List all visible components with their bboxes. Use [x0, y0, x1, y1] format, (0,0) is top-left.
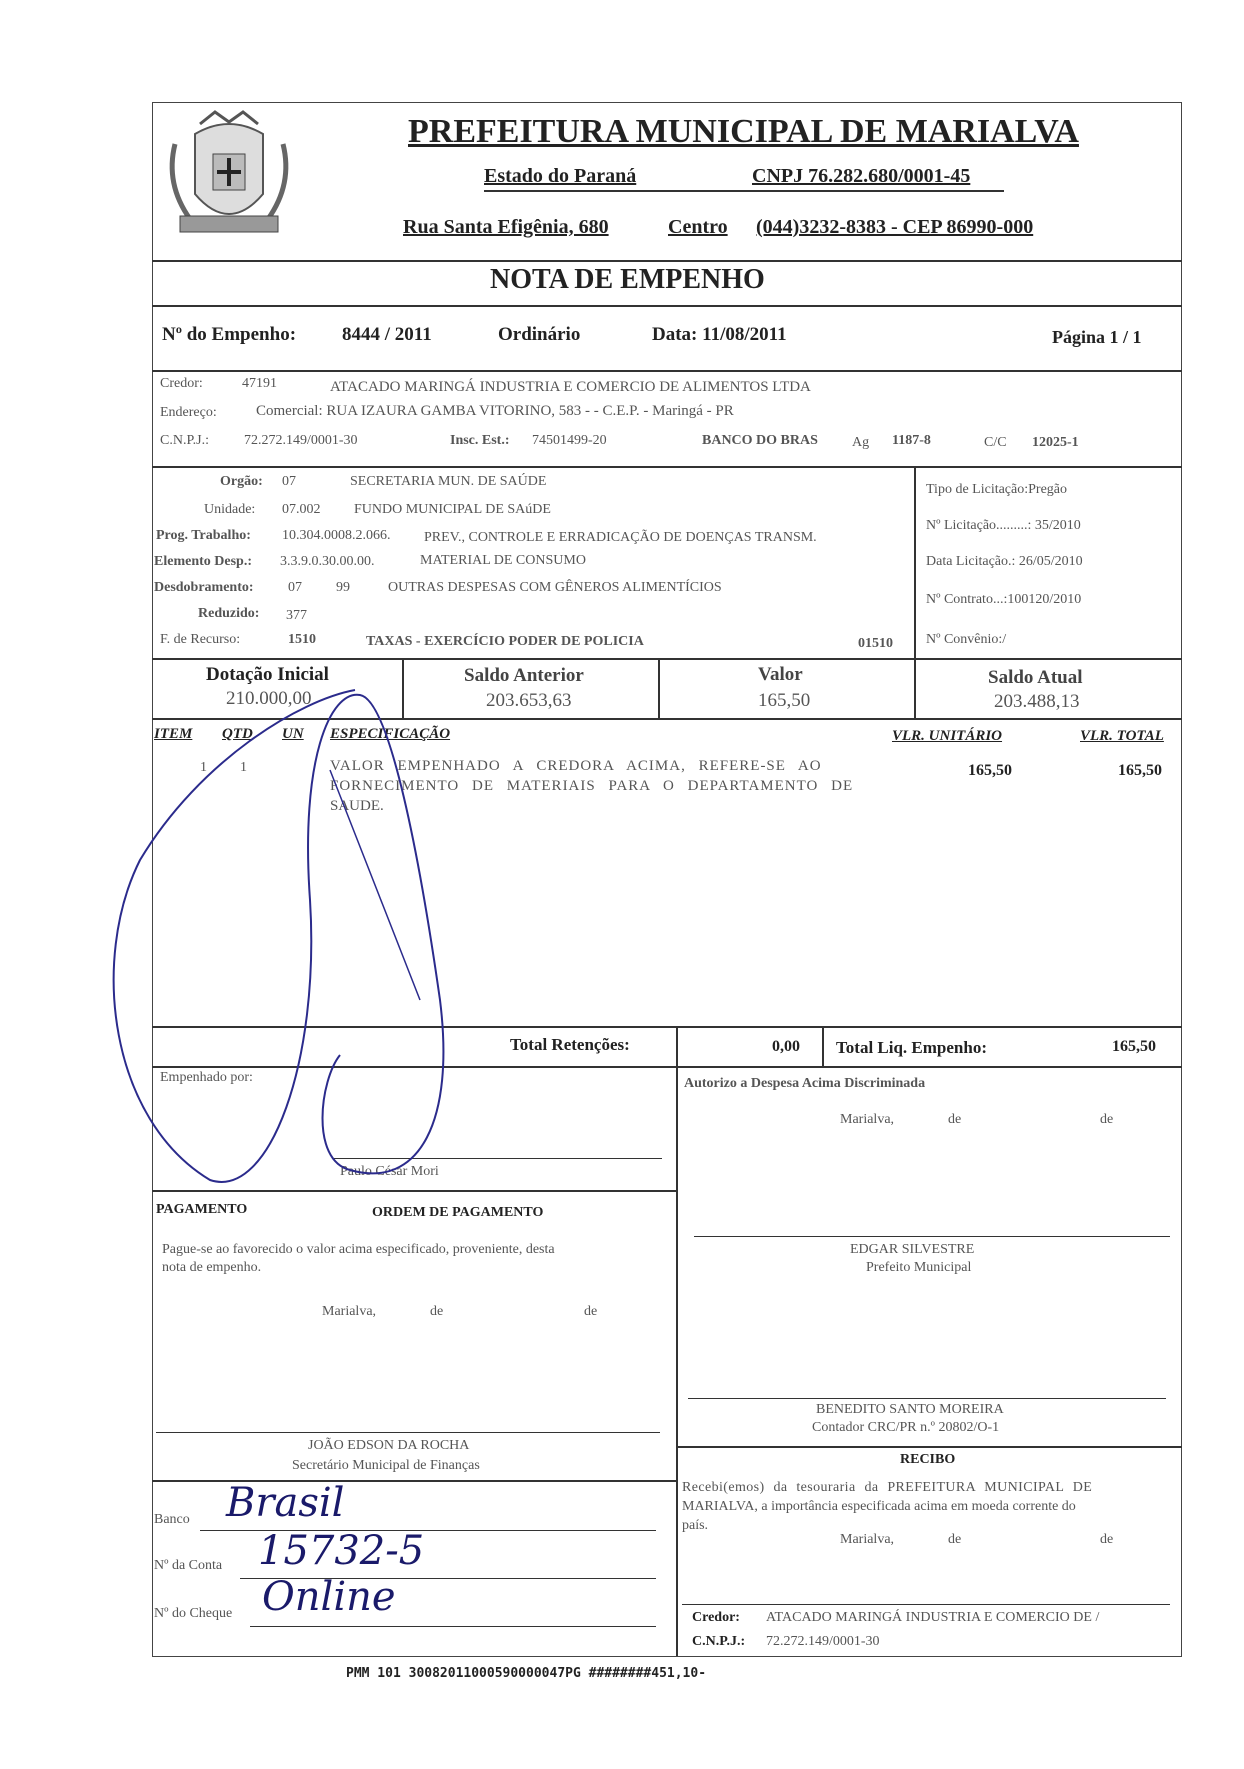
insc-label: Insc. Est.: — [450, 433, 510, 448]
elemento-code: 3.3.9.0.30.00.00. — [280, 554, 375, 569]
recibo-cnpj-value: 72.272.149/0001-30 — [766, 1634, 880, 1649]
recurso-label: F. de Recurso: — [160, 632, 241, 647]
item-spec-line3: SAUDE. — [330, 798, 384, 814]
page-number: Página 1 / 1 — [1052, 327, 1142, 347]
cheque-label: Nº do Cheque — [154, 1606, 233, 1621]
pagamento-text-line2: nota de empenho. — [162, 1260, 262, 1275]
empenhado-por-name: Paulo César Mori — [340, 1164, 439, 1179]
divider — [152, 718, 1182, 720]
divider — [152, 370, 1182, 372]
saldo-atual-value: 203.488,13 — [994, 691, 1080, 712]
recibo-title: RECIBO — [900, 1452, 956, 1467]
recurso-name: TAXAS - EXERCÍCIO PODER DE POLICIA — [366, 634, 644, 649]
liquido-value: 165,50 — [1112, 1038, 1156, 1055]
column-divider — [676, 1026, 678, 1066]
column-divider — [676, 1066, 678, 1656]
unidade-label: Unidade: — [204, 502, 256, 517]
orgao-name: SECRETARIA MUN. DE SAÚDE — [350, 474, 547, 489]
document-title: NOTA DE EMPENHO — [490, 264, 765, 295]
page-title: PREFEITURA MUNICIPAL DE MARIALVA — [408, 113, 1079, 150]
item-unit-value: 165,50 — [968, 762, 1012, 779]
unidade-code: 07.002 — [282, 502, 321, 517]
recibo-text-line3: país. — [682, 1518, 709, 1533]
item-number: 1 — [200, 760, 207, 775]
signature-line — [688, 1398, 1166, 1399]
agency-label: Ag — [852, 435, 870, 450]
recurso-code: 1510 — [288, 632, 316, 647]
conta-value: 15732-5 — [258, 1528, 425, 1574]
prog-code: 10.304.0008.2.066. — [282, 528, 391, 543]
divider — [152, 1190, 676, 1192]
autorizo-label: Autorizo a Despesa Acima Discriminada — [684, 1076, 926, 1091]
signature-line — [156, 1432, 660, 1433]
divider — [152, 1066, 1182, 1068]
de-label: de — [584, 1304, 598, 1319]
item-qtd: 1 — [240, 760, 247, 775]
prog-label: Prog. Trabalho: — [156, 528, 251, 543]
column-divider — [658, 658, 660, 718]
field-line — [250, 1626, 656, 1627]
valor-value: 165,50 — [758, 690, 811, 711]
empenho-label: Nº do Empenho: — [162, 324, 297, 345]
licitacao-contrato: Nº Contrato...:100120/2010 — [926, 592, 1082, 607]
marialva-label: Marialva, — [840, 1532, 895, 1547]
column-divider — [822, 1026, 824, 1066]
divider — [152, 305, 1182, 307]
pagamento-text-line1: Pague-se ao favorecido o valor acima especificado, proveniente, desta — [162, 1242, 555, 1257]
column-divider — [402, 658, 404, 718]
footer-code: PMM 101 30082011000590000047PG ########451,10- — [346, 1666, 707, 1681]
recibo-credor-label: Credor: — [692, 1610, 740, 1625]
contador-title: Contador CRC/PR n.º 20802/O-1 — [812, 1420, 1000, 1435]
col-un: UN — [282, 726, 304, 742]
signature-line — [682, 1604, 1170, 1605]
col-qtd: QTD — [222, 726, 253, 742]
secretario-name: JOÃO EDSON DA ROCHA — [308, 1438, 470, 1453]
empenho-type: Ordinário — [498, 324, 581, 345]
retencoes-value: 0,00 — [772, 1038, 800, 1055]
saldo-anterior-label: Saldo Anterior — [464, 665, 584, 686]
recibo-text-line1: Recebi(emos) da tesouraria da PREFEITURA MUNICIPAL DE — [682, 1480, 1093, 1495]
district-label: Centro — [668, 216, 728, 238]
address-field-label: Endereço: — [160, 405, 217, 420]
bank-name: BANCO DO BRAS — [702, 433, 818, 448]
secretario-title: Secretário Municipal de Finanças — [292, 1458, 480, 1473]
elemento-label: Elemento Desp.: — [154, 554, 252, 569]
elemento-name: MATERIAL DE CONSUMO — [420, 553, 586, 568]
saldo-atual-label: Saldo Atual — [988, 667, 1083, 688]
desdobramento-code1: 07 — [288, 580, 302, 595]
contador-name: BENEDITO SANTO MOREIRA — [816, 1402, 1004, 1417]
pagamento-label: PAGAMENTO — [156, 1202, 248, 1217]
unidade-name: FUNDO MUNICIPAL DE SAúDE — [354, 502, 551, 517]
account-label: C/C — [984, 435, 1007, 450]
recibo-text-line2: MARIALVA, a importância especificada acima em moeda corrente do — [682, 1499, 1076, 1514]
empenho-number: 8444 / 2011 — [342, 324, 432, 345]
divider — [152, 1026, 1182, 1028]
valor-label: Valor — [758, 664, 803, 685]
de-label: de — [948, 1112, 962, 1127]
address-label: Rua Santa Efigênia, 680 — [403, 216, 609, 238]
retencoes-label: Total Retenções: — [510, 1035, 630, 1054]
recurso-number: 01510 — [858, 636, 893, 651]
banco-value: Brasil — [226, 1480, 345, 1526]
marialva-label: Marialva, — [322, 1304, 377, 1319]
credor-label: Credor: — [160, 376, 203, 391]
prog-name: PREV., CONTROLE E ERRADICAÇÃO DE DOENÇAS TRANSM. — [424, 530, 817, 545]
divider — [152, 260, 1182, 262]
orgao-code: 07 — [282, 474, 296, 489]
prefeito-name: EDGAR SILVESTRE — [850, 1242, 975, 1257]
recibo-credor-value: ATACADO MARINGÁ INDUSTRIA E COMERCIO DE / — [766, 1610, 1100, 1625]
cnpj-label: CNPJ 76.282.680/0001-45 — [752, 165, 971, 187]
credor-address: Comercial: RUA IZAURA GAMBA VITORINO, 583 - - C.E.P. - Maringá - PR — [256, 403, 734, 419]
saldo-anterior-value: 203.653,63 — [486, 690, 572, 711]
prefeito-title: Prefeito Municipal — [866, 1260, 972, 1275]
liquido-label: Total Liq. Empenho: — [836, 1038, 987, 1057]
recibo-cnpj-label: C.N.P.J.: — [692, 1634, 746, 1649]
col-item: ITEM — [154, 726, 193, 742]
de-label: de — [1100, 1532, 1114, 1547]
credor-name: ATACADO MARINGÁ INDUSTRIA E COMERCIO DE ALIMENTOS LTDA — [330, 379, 811, 395]
divider — [152, 658, 1182, 660]
ordem-pagamento-label: ORDEM DE PAGAMENTO — [372, 1205, 544, 1220]
col-total: VLR. TOTAL — [1080, 728, 1164, 744]
credor-code: 47191 — [242, 376, 277, 391]
column-divider — [914, 466, 916, 658]
cheque-value: Online — [262, 1574, 396, 1620]
item-total-value: 165,50 — [1118, 762, 1162, 779]
reduzido-value: 377 — [286, 608, 307, 623]
licitacao-tipo: Tipo de Licitação:Pregão — [926, 482, 1068, 497]
item-spec-line1: VALOR EMPENHADO A CREDORA ACIMA, REFERE-SE AO — [330, 758, 822, 774]
desdobramento-label: Desdobramento: — [154, 580, 254, 595]
divider — [676, 1446, 1182, 1448]
licitacao-convenio: Nº Convênio:/ — [926, 632, 1007, 647]
signature-line — [332, 1158, 662, 1159]
empenhado-por-label: Empenhado por: — [160, 1070, 253, 1085]
account-value: 12025-1 — [1032, 435, 1079, 450]
divider — [152, 466, 1182, 468]
cnpj-field-label: C.N.P.J.: — [160, 433, 210, 448]
desdobramento-name: OUTRAS DESPESAS COM GÊNEROS ALIMENTÍCIOS — [388, 580, 722, 595]
de-label: de — [1100, 1112, 1114, 1127]
reduzido-label: Reduzido: — [198, 606, 260, 621]
column-divider — [914, 658, 916, 718]
banco-label: Banco — [154, 1512, 190, 1527]
credor-cnpj: 72.272.149/0001-30 — [244, 433, 358, 448]
state-label: Estado do Paraná — [484, 165, 637, 187]
licitacao-data: Data Licitação.: 26/05/2010 — [926, 554, 1083, 569]
empenho-date: Data: 11/08/2011 — [652, 324, 787, 345]
dotacao-inicial-value: 210.000,00 — [226, 688, 312, 709]
col-unit: VLR. UNITÁRIO — [892, 728, 1003, 744]
de-label: de — [948, 1532, 962, 1547]
signature-line — [694, 1236, 1170, 1237]
orgao-label: Orgão: — [220, 474, 263, 489]
credor-insc: 74501499-20 — [532, 433, 607, 448]
agency-value: 1187-8 — [892, 433, 931, 448]
header-underline — [484, 190, 1004, 192]
municipal-crest-icon — [155, 104, 303, 254]
item-spec-line2: FORNECIMENTO DE MATERIAIS PARA O DEPARTAMENTO DE — [330, 778, 854, 794]
marialva-label: Marialva, — [840, 1112, 895, 1127]
phone-cep-label: (044)3232-8383 - CEP 86990-000 — [756, 216, 1034, 238]
desdobramento-code2: 99 — [336, 580, 350, 595]
de-label: de — [430, 1304, 444, 1319]
conta-label: Nº da Conta — [154, 1558, 223, 1573]
licitacao-numero: Nº Licitação.........: 35/2010 — [926, 518, 1081, 533]
col-spec: ESPECIFICAÇÃO — [330, 726, 451, 742]
dotacao-inicial-label: Dotação Inicial — [206, 664, 329, 685]
